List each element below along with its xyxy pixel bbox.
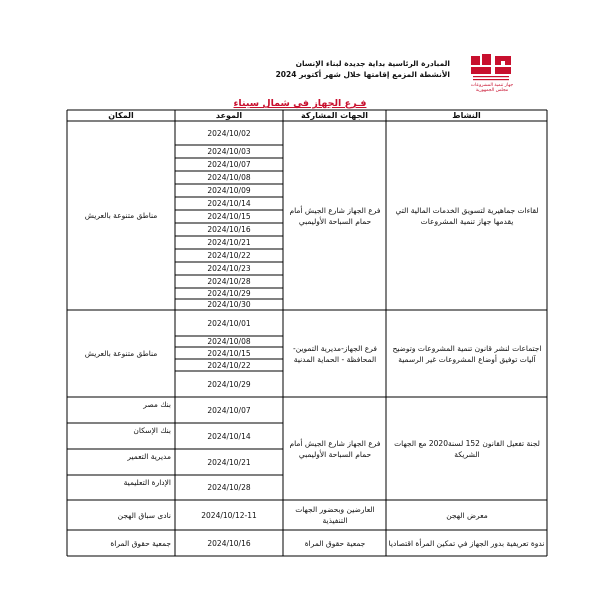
row1-date-12: 2024/10/28 [207, 277, 251, 286]
row1-date-8: 2024/10/16 [207, 225, 251, 234]
row5-activity: ندوة تعريفية بدور الجهاز في تمكين المرأة اقتصاديا [388, 538, 545, 548]
row1-parties: فرع الجهاز شارع الجيش أمام حمام السباحة الأوليمبي [289, 205, 381, 226]
row2-date-3: 2024/10/15 [207, 348, 251, 358]
header-line-1: المبادرة الرئاسية بداية جديدة لبناء الإنسان [295, 59, 450, 68]
col-header-activity: النشاط [452, 111, 481, 120]
row1-date-9: 2024/10/21 [207, 238, 251, 247]
row5-date-1: 2024/10/16 [207, 538, 251, 548]
logo-caption-line-2: مجلس الجمهورية [475, 88, 509, 93]
row1-date-7: 2024/10/15 [207, 212, 251, 221]
row3-place-2: بنك الإسكان [133, 426, 171, 435]
row5-parties: جمعية حقوق المراة [304, 538, 366, 548]
row1-date-10: 2024/10/22 [207, 251, 251, 260]
row3-date-2: 2024/10/14 [207, 431, 251, 441]
header-line-2: الأنشطة المزمع إقامتها خلال شهر أكتوبر 2024 [275, 70, 450, 79]
row1-date-5: 2024/10/09 [207, 186, 251, 195]
row3-date-4: 2024/10/28 [207, 483, 251, 492]
row3-date-3: 2024/10/21 [207, 457, 251, 467]
branch-subtitle: فـرع الجهاز في شمال سيناء [233, 98, 367, 109]
col-header-place: المكان [108, 111, 134, 120]
row3-place-4: الإدارة التعليمية [123, 478, 171, 487]
row5-place: جمعية حقوق المراة [110, 538, 171, 548]
row4-parties: العارضين وبحضور الجهات التنفيذية [295, 505, 375, 525]
row3-activity: لجنة تفعيل القانون 152 لسنة2020 مع الجهات الشريكة [394, 438, 540, 459]
row2-date-1: 2024/10/01 [207, 318, 251, 328]
row2-activity: اجتماعات لنشر قانون تنمية المشروعات وتوضيح آليات توفيق أوضاع المشروعات غير الرسمية [392, 343, 542, 364]
row2-date-5: 2024/10/29 [207, 379, 251, 389]
row1-date-13: 2024/10/29 [207, 289, 251, 298]
row3-place-1: بنك مصر [143, 400, 171, 409]
row4-date-1: 2024/10/12-11 [201, 510, 257, 520]
row3-place-3: مديرية التعمير [127, 452, 171, 461]
row2-place: مناطق متنوعة بالعريش [84, 349, 158, 358]
row1-date-3: 2024/10/07 [207, 160, 251, 169]
row1-date-6: 2024/10/14 [207, 199, 251, 208]
row4-place: نادى سباق الهجن [117, 510, 171, 520]
row3-date-1: 2024/10/07 [207, 405, 251, 415]
row1-date-11: 2024/10/23 [207, 264, 251, 273]
row1-date-14: 2024/10/30 [207, 300, 251, 309]
col-header-date: الموعد [215, 111, 243, 120]
row1-date-1: 2024/10/02 [207, 128, 251, 138]
row2-date-2: 2024/10/08 [207, 337, 251, 346]
row2-parties: فرع الجهاز-مديرية التموين-المحافظة - الحماية المدنية [293, 343, 377, 364]
row3-parties: فرع الجهاز شارع الجيش أمام حمام السباحة الأوليمبي [289, 438, 381, 459]
row1-date-2: 2024/10/03 [207, 147, 251, 156]
row2-date-4: 2024/10/22 [207, 360, 251, 370]
row1-activity: لقاءات جماهيرية لتسويق الخدمات المالية التي يقدمها جهاز تنمية المشروعات [395, 205, 539, 226]
row4-activity: معرض الهجن [446, 510, 488, 520]
row1-place: مناطق متنوعة بالعريش [84, 211, 158, 220]
logo-caption-line-1: جهاز تنمية المشروعات [470, 83, 514, 88]
row1-date-4: 2024/10/08 [207, 173, 251, 182]
col-header-parties: الجهات المشاركة [301, 111, 368, 120]
